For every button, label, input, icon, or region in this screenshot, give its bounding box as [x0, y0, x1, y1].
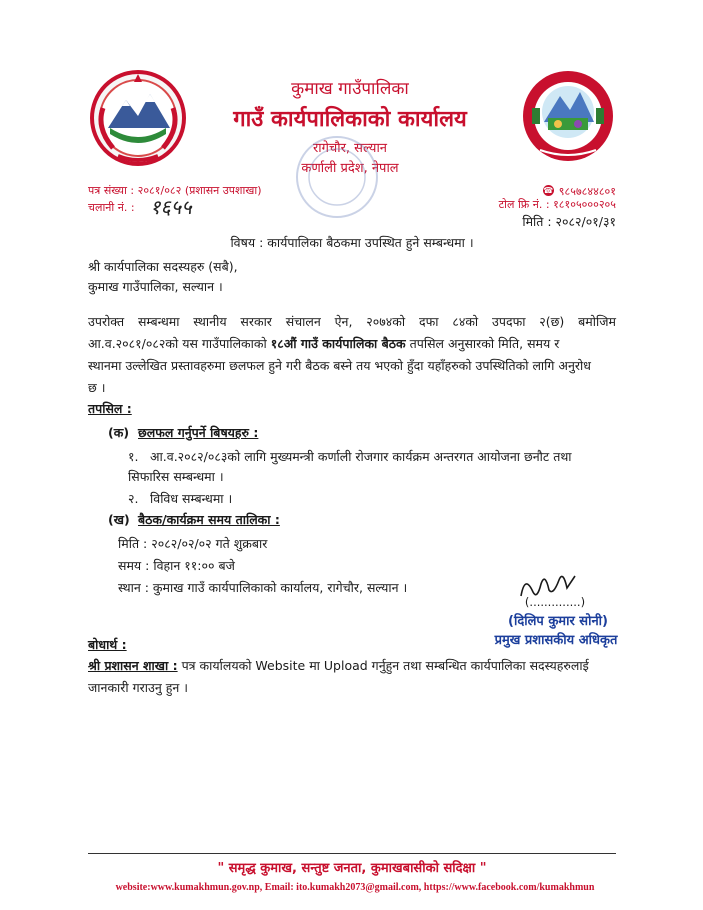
section-ka-heading: छलफल गर्नुपर्ने बिषयहरु : [138, 425, 259, 440]
body-line3: स्थानमा उल्लेखित प्रस्तावहरुमा छलफल हुने गरी बैठक बस्ने तय भएको हुँदा यहाँहरुको उपस्थितिको लागि अनुरोध [88, 358, 591, 373]
palika-name: कुमाख गाउँपालिका [291, 79, 409, 99]
bodharth-line2: जानकारी गराउनु हुन । [88, 680, 189, 695]
schedule-place: स्थान : कुमाख गाउँ कार्यपालिकाको कार्यालय, रागेचौर, सल्यान । [118, 580, 408, 595]
location-line2: कर्णाली प्रदेश, नेपाल [301, 161, 399, 176]
phone-number: ९८५७८४४८०१ [558, 185, 616, 198]
bodharth-text: पत्र कार्यालयको Website मा Upload गर्नुहुन तथा सम्बन्धित कार्यपालिका सदस्यहरुलाई [177, 658, 589, 673]
kumakh-palika-logo [518, 68, 618, 164]
meeting-number: १८औं गाउँ कार्यपालिका बैठक [270, 336, 406, 351]
item-1-text-line1: आ.व.२०८२/०८३को लागि मुख्यमन्त्री कर्णाली रोजगार कार्यक्रम अन्तरगत आयोजना छनौट तथा [150, 449, 572, 464]
signatory-designation: प्रमुख प्रशासकीय अधिकृत [494, 633, 618, 648]
body-line2-b: तपसिल अनुसारको मिति, समय र [405, 336, 560, 351]
bodharth-label: श्री प्रशासन शाखा : [88, 658, 178, 673]
chalani-number: १६५५ [150, 195, 192, 219]
addressee-line2: कुमाख गाउँपालिका, सल्यान । [88, 279, 223, 294]
footer-slogan: " समृद्ध कुमाख, सन्तुष्ट जनता, कुमाखबासीको सदिक्षा " [217, 861, 487, 876]
office-stamp [292, 132, 382, 222]
item-1-number: १. [128, 449, 139, 464]
schedule-date: मिति : २०८२/०२/०२ गते शुक्रबार [118, 536, 268, 551]
location-line1: रागेचौर, सल्यान [312, 141, 388, 156]
item-1-text-line2: सिफारिस सम्बन्धमा । [128, 469, 224, 484]
addressee-line1: श्री कार्यपालिका सदस्यहरु (सबै), [88, 259, 238, 274]
section-kha-label: (ख) [108, 512, 130, 527]
patra-sankhya: पत्र संख्या : २०८१/०८२ (प्रशासन उपशाखा) [88, 184, 262, 197]
footer-divider [88, 853, 616, 854]
schedule-time: समय : विहान ११:०० बजे [118, 558, 235, 573]
body-line4: छ । [88, 380, 106, 395]
item-2-number: २. [128, 491, 139, 506]
letter-date: मिति : २०८२/०१/३१ [522, 214, 616, 229]
signatory-name: (दिलिप कुमार सोनी) [508, 614, 608, 629]
body-line1: उपरोक्त सम्बन्धमा स्थानीय सरकार संचालन ऐन, २०७४को दफा ८४को उपदफा २(छ) बमोजिम [88, 314, 616, 329]
chalani-label: चलानी नं. : [88, 201, 135, 214]
tollfree-number: टोल फ्रि नं. : १८१०५०००२०५ [498, 198, 616, 211]
office-title: गाउँ कार्यपालिकाको कार्यालय [233, 107, 467, 132]
body-line2 [88, 335, 616, 352]
tapasil-heading: तपसिल : [88, 401, 132, 416]
signature-dots: (..............) [524, 595, 586, 609]
section-kha-heading: बैठक/कार्यक्रम समय तालिका : [138, 512, 280, 527]
bodharth-line1 [88, 657, 616, 674]
section-ka-label: (क) [108, 425, 130, 440]
phone-icon: ☎ [543, 186, 554, 195]
item-2-text: विविध सम्बन्धमा । [150, 491, 233, 506]
body-line2-a: आ.व.२०८१/०८२को यस गाउँपालिकाको [88, 336, 271, 351]
footer-contact: website:www.kumakhmun.gov.np, Email: ito.kumakh2073@gmail.com, https://www.facebook.com/kumakhmun [115, 882, 595, 893]
subject-line: विषय : कार्यपालिका बैठकमा उपस्थित हुने सम्बन्धमा । [230, 235, 474, 250]
bodharth-heading: बोधार्थ : [88, 637, 127, 652]
